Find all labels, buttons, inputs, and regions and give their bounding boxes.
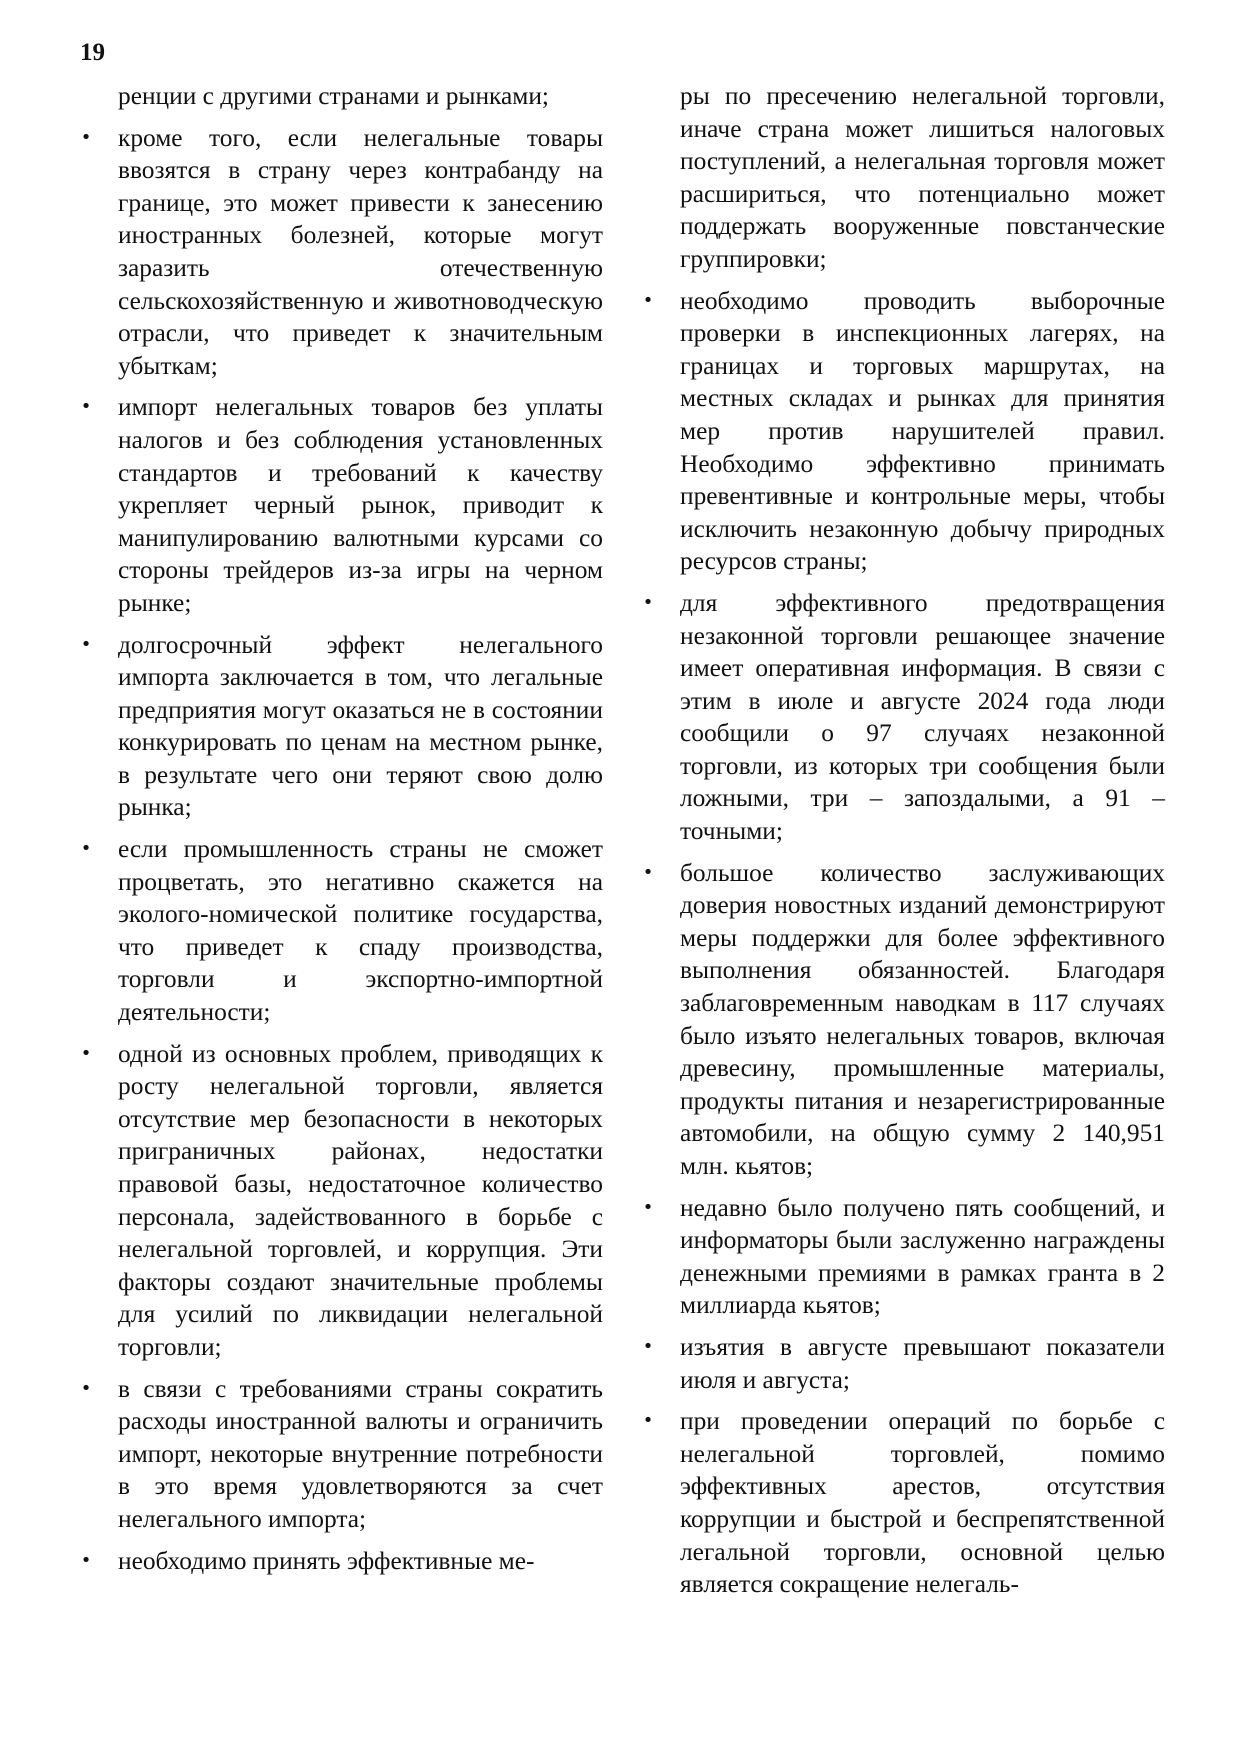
list-item-text: для эффективного предотвращения незаконной торговли решающее значение имеет оперативная информация. В связи с этим в июле и августе 2024 года люди сообщили о 97 случаях незаконной торговли, из которых три сообщения были ложными, три – запоздалыми, а 91 – точными; bbox=[680, 588, 1165, 846]
list-item bbox=[80, 122, 603, 383]
left-bullet-list bbox=[80, 122, 603, 1578]
bullet-icon: • bbox=[642, 1410, 654, 1432]
list-item-text: большое количество заслуживающих доверия новостных изданий демонстрируют меры поддержки для более эффективного выполнения обязанностей. Благодаря заблаговременным наводкам в 117 случаях было изъято нелегальных товаров, включая древесину, промышленные материалы, продукты питания и незарегистрированные автомобили, на общую сумму 2 140,951 млн. кьятов; bbox=[680, 858, 1165, 1180]
list-item-text: импорт нелегальных товаров без уплаты налогов и без соблюдения установленных стандартов и требований к качеству укрепляет черный рынок, приводит к манипулированию валютными курсами со стороны трейдеров из-за игры на черном рынке; bbox=[118, 393, 603, 617]
list-item bbox=[642, 587, 1165, 848]
bullet-icon: • bbox=[80, 633, 92, 655]
bullet-icon: • bbox=[80, 126, 92, 148]
list-item-text: при проведении операций по борьбе с нелегальной торговлей, помимо эффективных арестов, отсутствия коррупции и быстрой и беспрепятственной легальной торговли, основной целью является сокращение нелегаль- bbox=[680, 1407, 1165, 1599]
left-column bbox=[80, 80, 603, 1586]
list-item-text: изъятия в августе превышают показатели июля и августа; bbox=[680, 1332, 1165, 1394]
bullet-icon: • bbox=[642, 289, 654, 311]
list-item-text: необходимо принять эффективные ме- bbox=[118, 1546, 535, 1575]
list-item bbox=[80, 391, 603, 619]
page-number: 19 bbox=[80, 39, 105, 66]
list-item bbox=[642, 285, 1165, 578]
bullet-icon: • bbox=[80, 1549, 92, 1571]
list-item bbox=[80, 1373, 603, 1536]
list-item bbox=[642, 1331, 1165, 1396]
list-item-text: необходимо проводить выборочные проверки в инспекционных лагерях, на границах и торговых маршрутах, на местных складах и рынках для принятия мер против нарушителей правил. Необходимо эффективно принимать превентивные и контрольные меры, чтобы исключить незаконную добычу природных ресурсов страны; bbox=[680, 286, 1165, 576]
list-item bbox=[642, 1192, 1165, 1322]
bullet-icon: • bbox=[642, 861, 654, 883]
list-item bbox=[642, 857, 1165, 1183]
bullet-icon: • bbox=[80, 838, 92, 860]
bullet-icon: • bbox=[80, 1377, 92, 1399]
bullet-icon: • bbox=[80, 1042, 92, 1064]
list-item bbox=[642, 1405, 1165, 1601]
right-continuation-paragraph: ры по пресечению нелегальной торговли, иначе страна может лишиться налоговых поступлений, а нелегальная торговля может расшириться, что потенциально может поддержать вооруженные повстанческие группировки; bbox=[680, 82, 1165, 273]
list-item-text: недавно было получено пять сообщений, и информаторы были заслуженно награждены денежными премиями в рамках гранта в 2 миллиарда кьятов; bbox=[680, 1193, 1165, 1320]
left-continuation-paragraph: ренции с другими странами и рынками; bbox=[118, 82, 549, 110]
bullet-icon: • bbox=[642, 1335, 654, 1357]
list-item bbox=[80, 1545, 603, 1578]
list-item-text: одной из основных проблем, приводящих к росту нелегальной торговли, является отсутствие мер безопасности в некоторых приграничных районах, недостатки правовой базы, недостаточное количество персонала, задействованного в борьбе с нелегальной торговлей, и коррупция. Эти факторы создают значительные проблемы для усилий по ликвидации нелегальной торговли; bbox=[118, 1039, 603, 1361]
list-item bbox=[80, 629, 603, 825]
list-item-text: если промышленность страны не сможет процветать, это негативно скажется на эколого-номической политике государства, что приведет к спаду производства, торговли и экспортно-импортной деятельности; bbox=[118, 835, 603, 1027]
list-item bbox=[80, 1038, 603, 1364]
list-item-text: долгосрочный эффект нелегального импорта заключается в том, что легальные предприятия могут оказаться не в состоянии конкурировать по ценам на местном рынке, в результате чего они теряют свою долю рынка; bbox=[118, 630, 603, 822]
right-bullet-list bbox=[642, 285, 1165, 1601]
right-column bbox=[642, 80, 1165, 1610]
list-item-text: в связи с требованиями страны сократить расходы иностранной валюты и ограничить импорт, некоторые внутренние потребности в это время удовлетворяются за счет нелегального импорта; bbox=[118, 1374, 603, 1533]
bullet-icon: • bbox=[642, 1196, 654, 1218]
bullet-icon: • bbox=[642, 591, 654, 613]
bullet-icon: • bbox=[80, 396, 92, 418]
list-item bbox=[80, 833, 603, 1029]
list-item-text: кроме того, если нелегальные товары ввозятся в страну через контрабанду на границе, это может привести к занесению иностранных болезней, которые могут заразить отечественную сельскохозяйственную и животноводческую отрасли, что приведет к значительным убыткам; bbox=[118, 123, 603, 380]
